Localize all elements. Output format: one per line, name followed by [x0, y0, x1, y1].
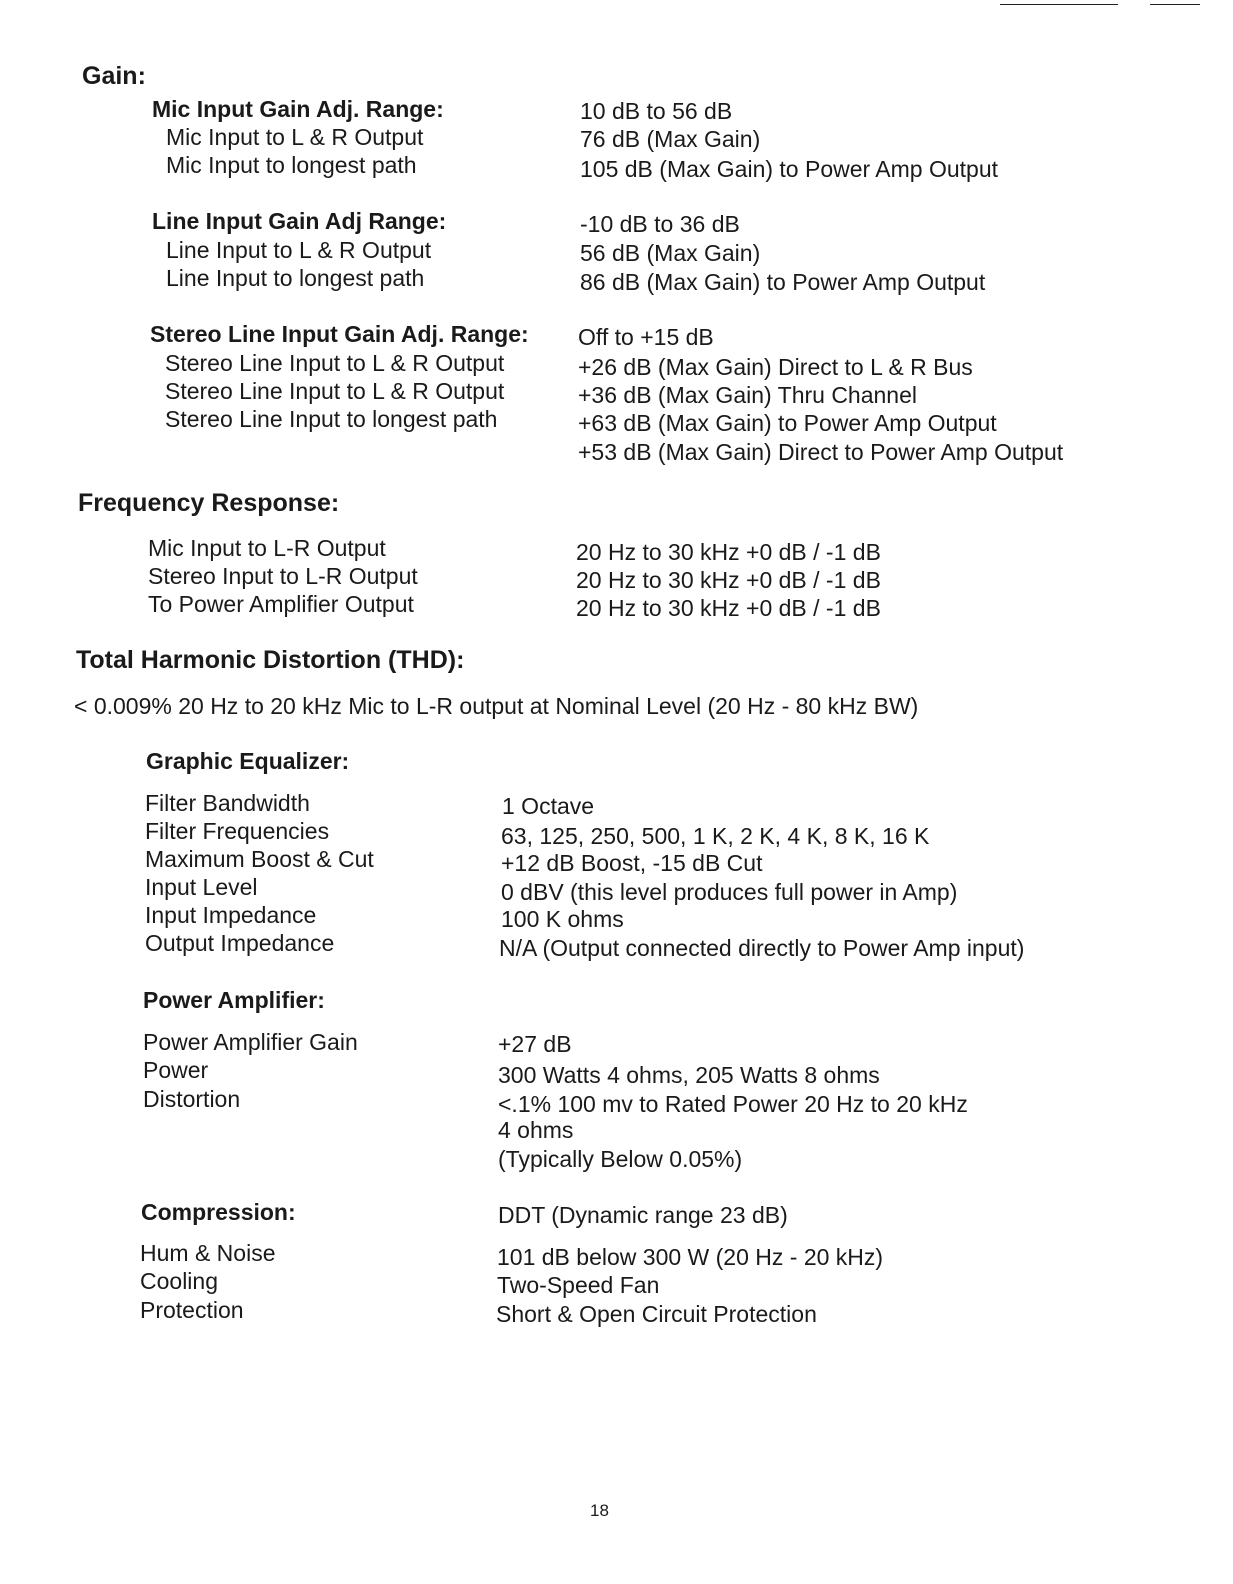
spec-label: Stereo Line Input to longest path: [165, 406, 498, 432]
spec-label: Mic Input to L-R Output: [148, 535, 386, 561]
spec-value: +26 dB (Max Gain) Direct to L & R Bus: [578, 354, 973, 380]
spec-label: Filter Frequencies: [145, 818, 330, 844]
section-heading-frequency: Frequency Response:: [78, 489, 340, 517]
section-heading-gain: Gain:: [82, 62, 146, 90]
spec-label: Protection: [140, 1297, 244, 1323]
spec-label: Input Impedance: [145, 902, 317, 928]
spec-label: Power: [143, 1057, 209, 1083]
spec-value: +12 dB Boost, -15 dB Cut: [501, 850, 763, 876]
spec-label: Maximum Boost & Cut: [145, 846, 374, 872]
spec-value: +63 dB (Max Gain) to Power Amp Output: [578, 410, 997, 436]
subheading-stereo-gain: Stereo Line Input Gain Adj. Range:: [150, 321, 529, 347]
spec-label: Stereo Line Input to L & R Output: [165, 350, 505, 376]
spec-value: 56 dB (Max Gain): [580, 240, 761, 266]
spec-label: Mic Input to longest path: [166, 152, 417, 178]
spec-value: 0 dBV (this level produces full power in Amp): [501, 879, 958, 905]
spec-label: Cooling: [140, 1268, 218, 1294]
spec-value: Two-Speed Fan: [497, 1272, 660, 1298]
spec-value: N/A (Output connected directly to Power Amp input): [499, 935, 1025, 961]
spec-value: Off to +15 dB: [578, 324, 714, 350]
spec-label: Input Level: [145, 874, 258, 900]
top-rule: [1000, 4, 1118, 5]
spec-label: Distortion: [143, 1086, 241, 1112]
spec-label: Stereo Input to L-R Output: [148, 563, 418, 589]
subheading-graphic-eq: Graphic Equalizer:: [146, 748, 350, 774]
spec-label: Hum & Noise: [140, 1240, 276, 1266]
spec-label: Output Impedance: [145, 930, 335, 956]
spec-value: 1 Octave: [502, 793, 595, 819]
spec-value: -10 dB to 36 dB: [580, 211, 740, 237]
spec-value: 63, 125, 250, 500, 1 K, 2 K, 4 K, 8 K, 16 K: [501, 823, 930, 849]
spec-value: +27 dB: [498, 1031, 572, 1057]
subheading-power-amp: Power Amplifier:: [143, 987, 325, 1013]
spec-label: Power Amplifier Gain: [143, 1029, 358, 1055]
spec-value: DDT (Dynamic range 23 dB): [498, 1202, 788, 1228]
spec-label: Line Input to L & R Output: [166, 237, 432, 263]
spec-value: (Typically Below 0.05%): [498, 1146, 743, 1172]
spec-value: 20 Hz to 30 kHz +0 dB / -1 dB: [576, 595, 881, 621]
spec-value: 20 Hz to 30 kHz +0 dB / -1 dB: [576, 539, 881, 565]
spec-value: Short & Open Circuit Protection: [496, 1301, 817, 1327]
page-number: 18: [590, 1501, 609, 1520]
spec-value: 76 dB (Max Gain): [580, 126, 761, 152]
thd-text: < 0.009% 20 Hz to 20 kHz Mic to L-R output at Nominal Level (20 Hz - 80 kHz BW): [74, 693, 919, 719]
spec-value: 300 Watts 4 ohms, 205 Watts 8 ohms: [498, 1062, 880, 1088]
spec-value: <.1% 100 mv to Rated Power 20 Hz to 20 kHz: [498, 1091, 968, 1117]
spec-value: 100 K ohms: [501, 906, 624, 932]
subheading-compression: Compression:: [141, 1199, 296, 1225]
subheading-mic-gain: Mic Input Gain Adj. Range:: [152, 96, 444, 122]
spec-value: 86 dB (Max Gain) to Power Amp Output: [580, 269, 986, 295]
spec-value: 4 ohms: [498, 1117, 574, 1143]
spec-label: Line Input to longest path: [166, 265, 425, 291]
spec-value: 101 dB below 300 W (20 Hz - 20 kHz): [497, 1244, 884, 1270]
spec-value: 105 dB (Max Gain) to Power Amp Output: [580, 156, 999, 182]
spec-label: Filter Bandwidth: [145, 790, 310, 816]
section-heading-thd: Total Harmonic Distortion (THD):: [76, 646, 465, 674]
spec-label: To Power Amplifier Output: [148, 591, 414, 617]
spec-value: +36 dB (Max Gain) Thru Channel: [578, 382, 918, 408]
subheading-line-gain: Line Input Gain Adj Range:: [152, 208, 447, 234]
top-rule: [1150, 4, 1200, 5]
spec-value: 10 dB to 56 dB: [580, 98, 733, 124]
spec-value: +53 dB (Max Gain) Direct to Power Amp Output: [578, 439, 1064, 465]
spec-label: Stereo Line Input to L & R Output: [165, 378, 505, 404]
spec-label: Mic Input to L & R Output: [166, 124, 424, 150]
spec-value: 20 Hz to 30 kHz +0 dB / -1 dB: [576, 567, 881, 593]
